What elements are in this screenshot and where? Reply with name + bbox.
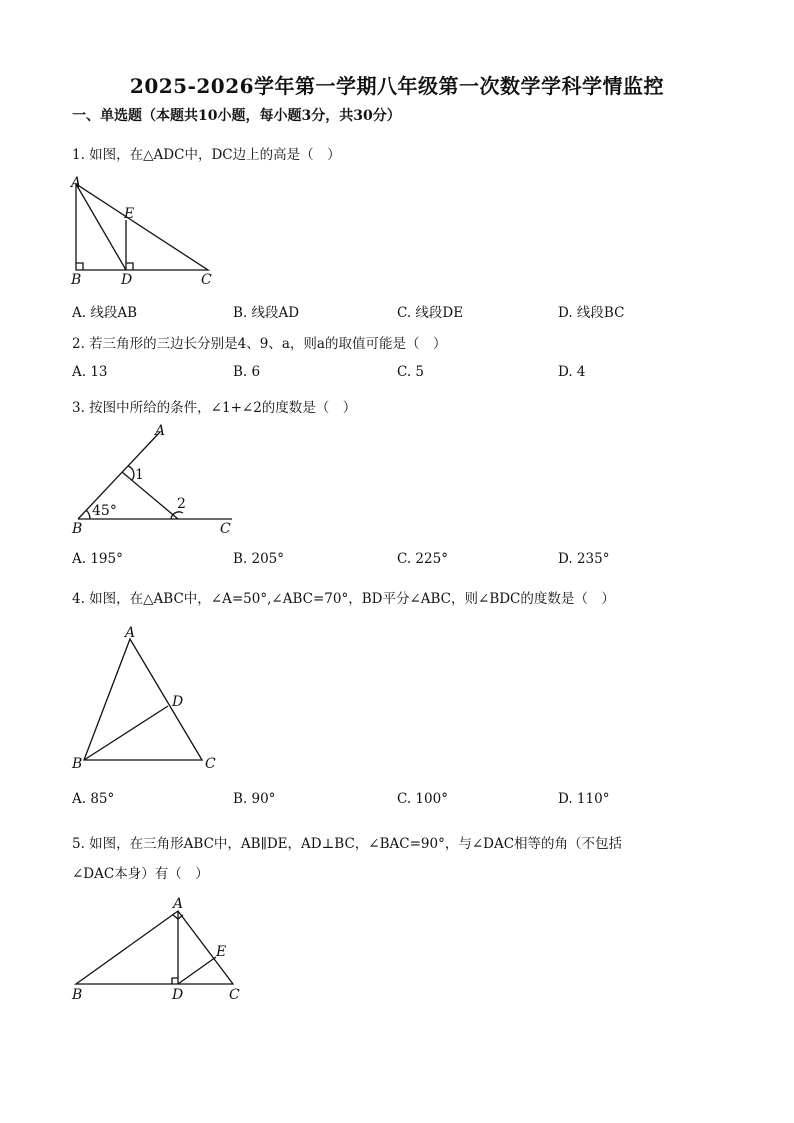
question-3-figure — [66, 422, 241, 540]
fig5-label-e: E — [216, 944, 227, 960]
fig3-label-1: 1 — [135, 467, 144, 483]
q3-option-d[interactable]: D. 235° — [558, 551, 610, 567]
fig3-label-c: C — [220, 521, 231, 537]
q1-option-b[interactable]: B. 线段AD — [233, 305, 300, 321]
fig1-label-a: A — [71, 175, 82, 191]
question-4-stem: 4. 如图，在△ABC中，∠A=50°,∠ABC=70°，BD平分∠ABC，则∠BDC的度数是（ ） — [72, 591, 615, 607]
q3-option-b[interactable]: B. 205° — [233, 551, 285, 567]
q4-option-c[interactable]: C. 100° — [397, 791, 448, 807]
q1-option-c[interactable]: C. 线段DE — [397, 305, 464, 321]
fig5-label-c: C — [229, 987, 240, 1003]
q1-option-a[interactable]: A. 线段AB — [72, 305, 138, 321]
question-5-stem-line-2: ∠DAC本身）有（ ） — [72, 866, 209, 882]
q3-option-a[interactable]: A. 195° — [72, 551, 123, 567]
fig4-label-c: C — [205, 756, 216, 772]
fig5-label-b: B — [72, 987, 83, 1003]
q4-option-b[interactable]: B. 90° — [233, 791, 276, 807]
fig1-label-b: B — [71, 272, 82, 288]
question-5-figure — [66, 893, 251, 1008]
question-1-figure — [66, 172, 226, 290]
fig1-label-e: E — [124, 206, 135, 222]
fig5-label-a: A — [173, 896, 184, 912]
fig1-label-d: D — [121, 272, 133, 288]
question-1-stem: 1. 如图，在△ADC中，DC边上的高是（ ） — [72, 147, 341, 163]
fig3-label-a: A — [155, 423, 166, 439]
q4-option-a[interactable]: A. 85° — [72, 791, 115, 807]
q4-option-d[interactable]: D. 110° — [558, 791, 610, 807]
q2-option-d[interactable]: D. 4 — [558, 364, 586, 380]
fig3-label-45: 45° — [92, 503, 117, 519]
question-5-stem-line-1: 5. 如图，在三角形ABC中，AB∥DE，AD⊥BC，∠BAC=90°，与∠DAC相等的角（不包括 — [72, 836, 623, 852]
fig3-label-b: B — [72, 521, 83, 537]
page-title: 2025-2026学年第一学期八年级第一次数学学科学情监控 — [129, 74, 665, 98]
fig5-label-d: D — [172, 987, 184, 1003]
question-3-stem: 3. 按图中所给的条件，∠1+∠2的度数是（ ） — [72, 400, 357, 416]
q2-option-c[interactable]: C. 5 — [397, 364, 425, 380]
fig4-label-a: A — [125, 625, 136, 641]
q3-option-c[interactable]: C. 225° — [397, 551, 448, 567]
question-2-stem: 2. 若三角形的三边长分别是4、9、a，则a的取值可能是（ ） — [72, 336, 447, 352]
fig4-label-b: B — [72, 756, 83, 772]
q1-option-d[interactable]: D. 线段BC — [558, 305, 625, 321]
fig4-label-d: D — [172, 694, 184, 710]
fig3-label-2: 2 — [177, 496, 186, 512]
section-heading: 一、单选题（本题共10小题，每小题3分，共30分） — [72, 108, 401, 124]
q2-option-a[interactable]: A. 13 — [72, 364, 108, 380]
q2-option-b[interactable]: B. 6 — [233, 364, 261, 380]
fig1-label-c: C — [201, 272, 212, 288]
question-4-figure — [66, 622, 226, 777]
